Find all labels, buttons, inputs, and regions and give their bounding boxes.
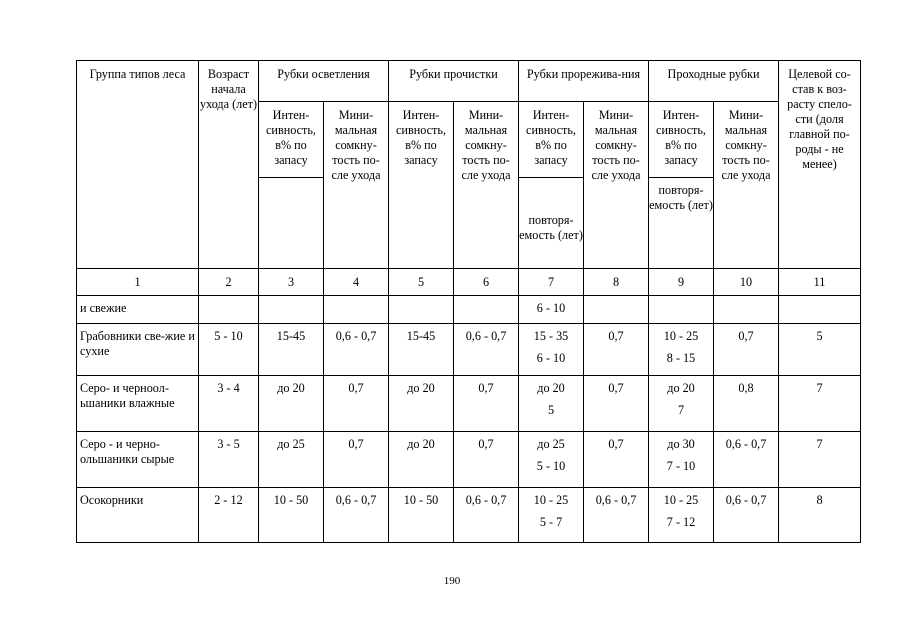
cell-c7-repeat: 6 - 10 [536,351,566,365]
cell-c7-intensity: 15 - 35 [533,329,569,343]
cell-c7 [519,324,584,376]
header-age: Возраст начала ухода (лет) [199,61,259,269]
cell-c4: 0,6 - 0,7 [324,324,389,376]
cell-c8: 0,7 [584,432,649,488]
cell-c3: до 20 [259,376,324,432]
header-thinning: Рубки прорежива-ния [519,61,649,102]
cell-c10: 0,7 [714,324,779,376]
cell-c8: 0,7 [584,376,649,432]
cell-c3: до 25 [259,432,324,488]
cell-c7 [519,488,584,543]
cell-c7-repeat: 5 - 10 [536,459,566,473]
col-num-11: 11 [779,269,861,296]
cell-c9 [649,324,714,376]
col-num-7: 7 [519,269,584,296]
cell-age: 3 - 5 [199,432,259,488]
cell-c7-intensity: 10 - 25 [533,493,569,507]
cell-c9-repeat: 7 - 12 [666,515,696,529]
cell-c9-intensity: до 30 [667,437,695,451]
cell-c10: 0,6 - 0,7 [714,488,779,543]
cell-c9-intensity: 10 - 25 [663,493,699,507]
cell-c8 [584,296,649,324]
col-num-8: 8 [584,269,649,296]
cell-c11: 8 [779,488,861,543]
header-passage: Проходные рубки [649,61,779,102]
cell-c4: 0,7 [324,376,389,432]
col-num-3: 3 [259,269,324,296]
cell-c6: 0,7 [454,376,519,432]
cell-group: Грабовники све-жие и сухие [77,324,199,376]
cell-c6: 0,6 - 0,7 [454,324,519,376]
col-num-1: 1 [77,269,199,296]
cell-c3 [259,296,324,324]
header-cleaning: Рубки прочистки [389,61,519,102]
cell-c5: до 20 [389,432,454,488]
header-min-density-4: Мини-мальная сомкну-тость по-сле ухода [324,102,389,269]
cell-c7 [519,376,584,432]
cell-c8: 0,7 [584,324,649,376]
cell-c9-intensity: 10 - 25 [663,329,699,343]
header-min-density-6: Мини-мальная сомкну-тость по-сле ухода [454,102,519,269]
cell-c10 [714,296,779,324]
col-num-2: 2 [199,269,259,296]
cell-c3: 10 - 50 [259,488,324,543]
header-clearing: Рубки осветления [259,61,389,102]
cell-c9-intensity: до 20 [667,381,695,395]
header-intensity-7: Интен-сивность, в% по запасу [519,102,584,178]
header-repeat-7: повторя-емость (лет) [519,178,584,269]
cell-c9 [649,432,714,488]
cell-c5: до 20 [389,376,454,432]
cell-c9-repeat: 8 - 15 [666,351,696,365]
cell-c7-repeat: 5 [547,403,555,417]
table-row [77,432,861,488]
cell-c6 [454,296,519,324]
header-min-density-8: Мини-мальная сомкну-тость по-сле ухода [584,102,649,269]
cell-c11: 5 [779,324,861,376]
col-num-5: 5 [389,269,454,296]
cell-group: и свежие [77,296,199,324]
cell-c7-repeat: 5 - 7 [539,515,563,529]
cell-c3: 15-45 [259,324,324,376]
table-row [77,296,861,324]
cell-c5: 10 - 50 [389,488,454,543]
cell-c9 [649,488,714,543]
header-intensity-3: Интен-сивность, в% по запасу [259,102,324,178]
cell-c10: 0,6 - 0,7 [714,432,779,488]
table-row [77,376,861,432]
cell-c6: 0,6 - 0,7 [454,488,519,543]
cell-age: 3 - 4 [199,376,259,432]
cell-group: Осокорники [77,488,199,543]
cell-c9-repeat: 7 - 10 [666,459,696,473]
cell-c9-repeat: 7 [677,403,685,417]
col-num-4: 4 [324,269,389,296]
cell-c7 [519,432,584,488]
cell-c7-intensity: до 20 [537,381,565,395]
cell-age: 2 - 12 [199,488,259,543]
header-group: Группа типов леса [77,61,199,269]
header-empty-3 [259,178,324,269]
cell-group: Серо - и черно-ольшаники сырые [77,432,199,488]
col-num-10: 10 [714,269,779,296]
cell-c6: 0,7 [454,432,519,488]
cell-c7-intensity: до 25 [537,437,565,451]
col-num-6: 6 [454,269,519,296]
cell-c11 [779,296,861,324]
header-min-density-10: Мини-мальная сомкну-тость по-сле ухода [714,102,779,269]
header-intensity-5: Интен-сивность, в% по запасу [389,102,454,269]
cell-c5: 15-45 [389,324,454,376]
header-intensity-9: Интен-сивность, в% по запасу [649,102,714,178]
cell-group: Серо- и черноол-ьшаники влажные [77,376,199,432]
header-repeat-9: повторя-емость (лет) [649,178,714,269]
cell-c4: 0,7 [324,432,389,488]
header-target: Целевой со-став к воз-расту спело-сти (доля главной по-роды - не менее) [779,61,861,269]
cell-c8: 0,6 - 0,7 [584,488,649,543]
cell-c5 [389,296,454,324]
cell-age [199,296,259,324]
cell-c10: 0,8 [714,376,779,432]
cell-c11: 7 [779,376,861,432]
table-row [77,324,861,376]
cell-c11: 7 [779,432,861,488]
cell-c9 [649,296,714,324]
col-num-9: 9 [649,269,714,296]
cell-c9 [649,376,714,432]
cell-c7: 6 - 10 [519,296,584,324]
cell-c4 [324,296,389,324]
page-number: 190 [443,575,461,587]
forest-care-table [76,60,861,543]
cell-c4: 0,6 - 0,7 [324,488,389,543]
cell-age: 5 - 10 [199,324,259,376]
table-row [77,488,861,543]
